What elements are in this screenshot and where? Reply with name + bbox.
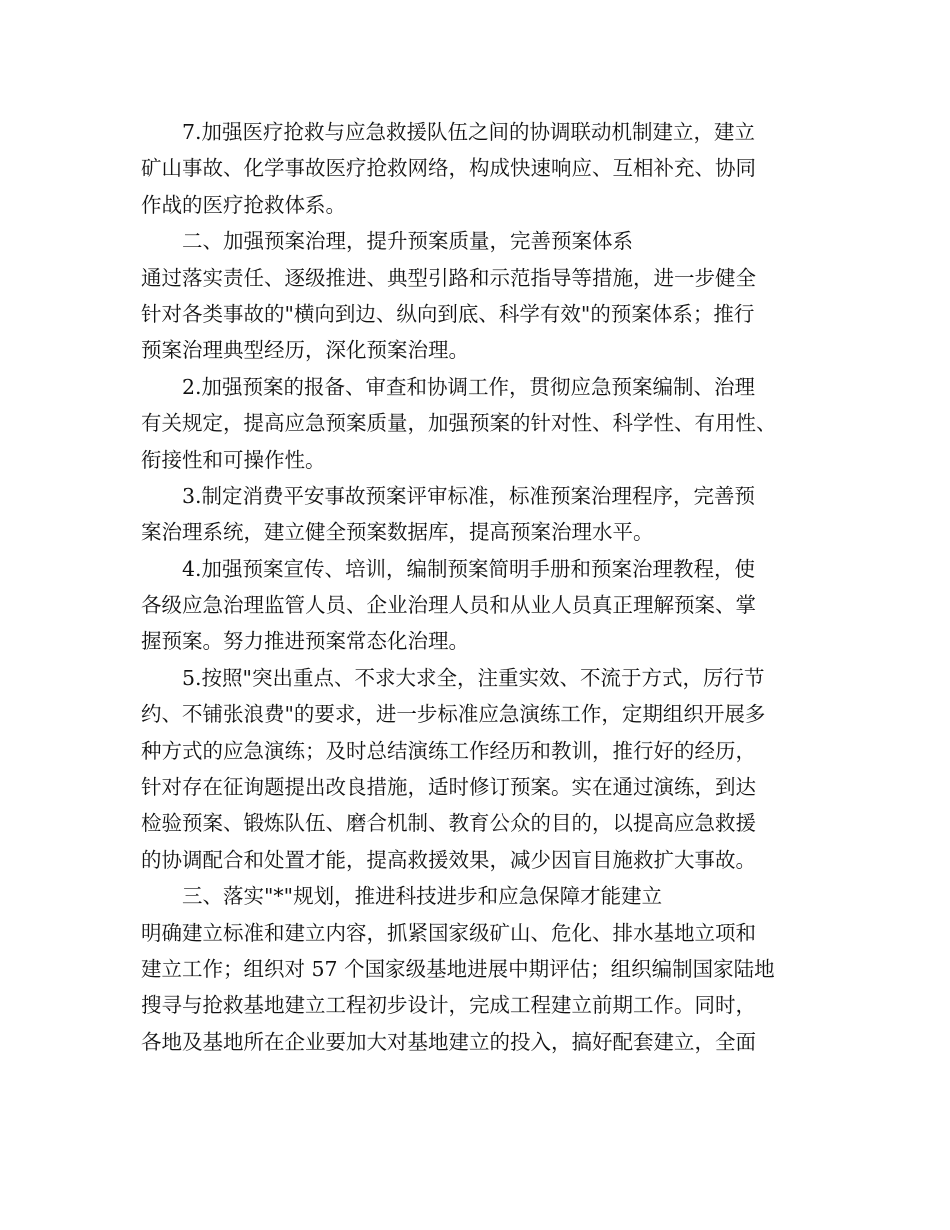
text-line: 明确建立标准和建立内容，抓紧国家级矿山、危化、排水基地立项和 [141, 920, 756, 945]
text-line: 检验预案、锻炼队伍、磨合机制、教育公众的目的，以提高应急救援 [141, 811, 756, 836]
text-line: 通过落实责任、逐级推进、典型引路和示范指导等措施，进一步健全 [141, 265, 756, 290]
text-line: 的协调配合和处置才能，提高救援效果，减少因盲目施救扩大事故。 [141, 847, 756, 872]
text-line: 针对各类事故的"横向到边、纵向到底、科学有效"的预案体系；推行 [141, 301, 755, 326]
text-line: 各地及基地所在企业要加大对基地建立的投入，搞好配套建立，全面 [141, 1029, 756, 1054]
text-line: 有关规定，提高应急预案质量，加强预案的针对性、科学性、有用性、 [141, 411, 777, 436]
document-body [141, 114, 841, 1060]
text-line: 5.按照"突出重点、不求大求全，注重实效、不流于方式，厉行节 [182, 665, 765, 690]
text-line: 各级应急治理监管人员、企业治理人员和从业人员真正理解预案、掌 [141, 593, 756, 618]
text-line: 握预案。努力推进预案常态化治理。 [141, 629, 469, 654]
text-line: 搜寻与抢救基地建立工程初步设计，完成工程建立前期工作。同时， [141, 993, 756, 1018]
text-line: 矿山事故、化学事故医疗抢救网络，构成快速响应、互相补充、协同 [141, 156, 756, 181]
text-line: 建立工作；组织对 57 个国家级基地进展中期评估；组织编制国家陆地 [141, 956, 775, 981]
text-line: 三、落实"*"规划，推进科技进步和应急保障才能建立 [182, 884, 663, 909]
text-line: 7.加强医疗抢救与应急救援队伍之间的协调联动机制建立，建立 [182, 120, 756, 144]
text-line: 预案治理典型经历，深化预案治理。 [141, 338, 469, 363]
text-line: 种方式的应急演练；及时总结演练工作经历和教训，推行好的经历， [141, 738, 756, 763]
text-line: 二、加强预案治理，提升预案质量，完善预案体系 [182, 229, 633, 254]
text-line: 3.制定消费平安事故预案评审标准，标准预案治理程序，完善预 [182, 483, 756, 508]
text-line: 衔接性和可操作性。 [141, 447, 326, 472]
text-line: 作战的医疗抢救体系。 [141, 192, 346, 217]
text-line: 针对存在征询题提出改良措施，适时修订预案。实在通过演练，到达 [141, 775, 756, 800]
text-line: 4.加强预案宣传、培训，编制预案简明手册和预案治理教程，使 [182, 556, 756, 581]
text-line: 案治理系统，建立健全预案数据库，提高预案治理水平。 [141, 520, 654, 545]
text-line: 约、不铺张浪费"的要求，进一步标准应急演练工作，定期组织开展多 [141, 702, 766, 727]
text-line: 2.加强预案的报备、审查和协调工作，贯彻应急预案编制、治理 [182, 374, 756, 399]
